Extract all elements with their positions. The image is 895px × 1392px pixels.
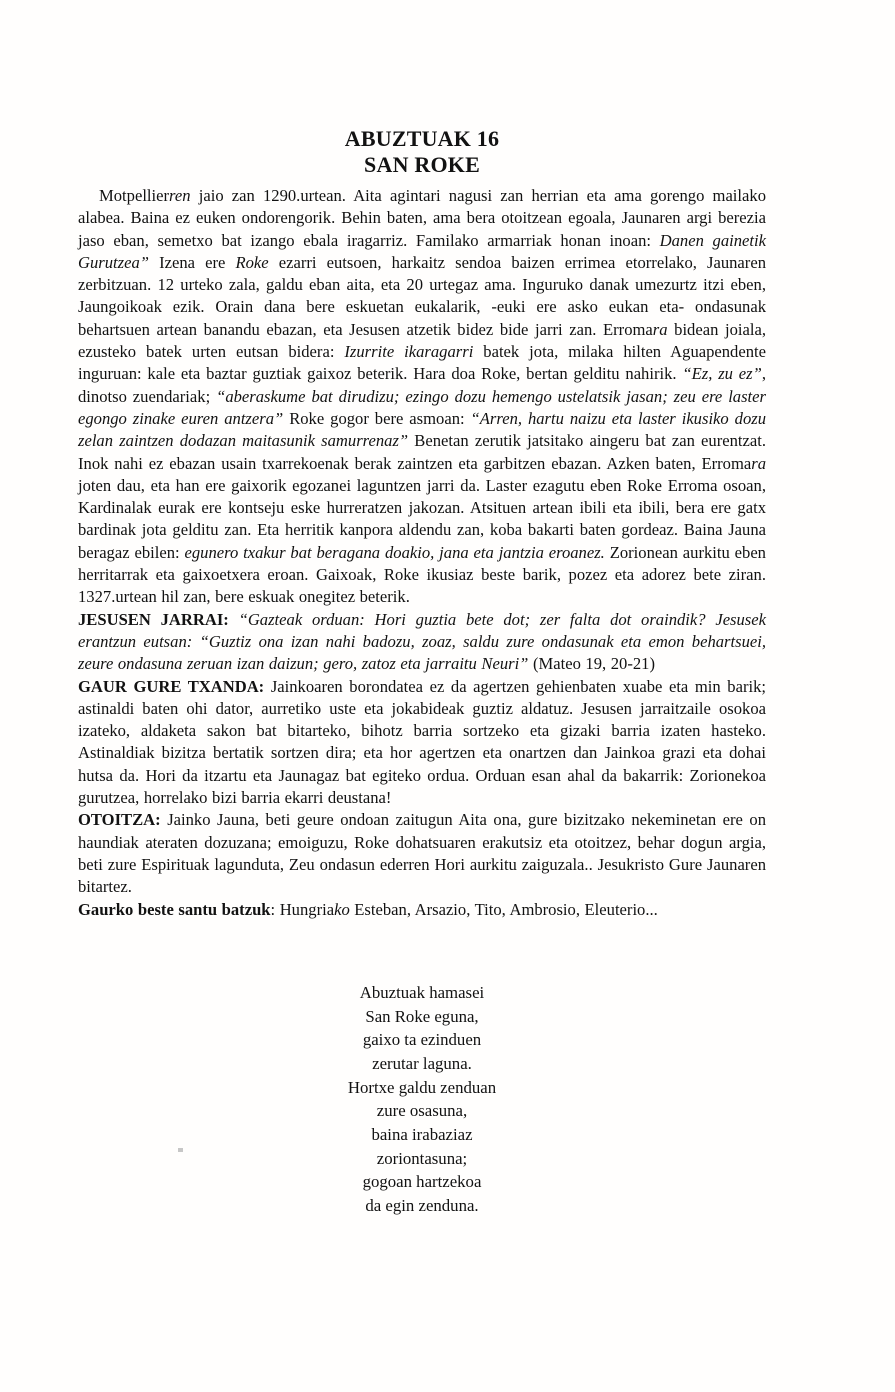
text-segment: Danen gainetik Gurutzea” (78, 230, 766, 272)
poem-line: da egin zenduna. (365, 1196, 479, 1216)
text-segment: bidean joiala, ezusteko batek urten eutsan bidera: (78, 319, 766, 362)
text-segment: OTOITZA: (78, 810, 168, 830)
poem-line: gogoan hartzekoa (362, 1172, 482, 1192)
text-segment: GAUR GURE TXANDA: (78, 676, 271, 696)
poem-line: San Roke eguna, (365, 1006, 479, 1026)
text-block (78, 126, 766, 1218)
text-segment: (Mateo 19, 20-21) (532, 654, 655, 674)
text-segment: ren (169, 186, 191, 205)
paragraph-other-saints (78, 899, 766, 921)
text-segment: “Ez, zu ez” (682, 364, 762, 384)
text-segment: ezarri eutsoen, harkaitz sendoa baizen errimea etorrelako, Jaunaren zerbitzuan. 12 urteko zala, galdu eban aita, eta 20 urtegaz ama. Inguruko danak umezurtz itzi eben, Jaungoikoak ezik. Orain dana bere eskuetan eukalarik, -euki ere asko eukan eta- ondasunak behartsuen artean banandu ebazan, eta Jesusen atzetik bidez bide jarri zan. Erroma (78, 252, 766, 339)
text-segment: joten dau, eta han ere gaixorik egozanei laguntzen jarri da. Laster ezagutu eben Roke Erroma osoan, Kardinalak eurak ere kontseju eske hurreratzen jakozan. Atsituen artean ibili eta ibili, bera ere gatx bardinak jota gelditu zan. Eta herritik kanpora aldendu zan, koba bakarti baten gordeaz. Baina Jauna beragaz ebilen: (78, 475, 766, 562)
body-paragraphs (78, 185, 766, 921)
poem-line: zoriontasuna; (376, 1148, 468, 1168)
text-segment: “aberaskume bat dirudizu; ezingo dozu hemengo ustelatsik jasan; zeu ere laster egongo zinake euren antzera” (78, 386, 766, 428)
text-segment: jaio zan 1290.urtean. Aita agintari nagusi zan herrian eta ama gorengo mailako alabea. Baina ez euken ondorengorik. Behin baten, ama bera otoitzean egoala, Jaunaren argi berezia jaso eban, semetxo bat izango ebala iragarriz. Familako armarriak honan inoan: (78, 186, 766, 250)
text-segment: , dinotso zuendariak; (78, 364, 767, 406)
text-segment: egunero txakur bat beragana doakio, jana eta jantzia eroanez. (184, 542, 605, 562)
text-segment: batek jota, milaka hilten Aguapendente inguruan: kale eta baztar guztiak gaixoz beterik. Hara doa Roke, bertan gelditu nahirik. (78, 342, 766, 384)
text-segment: JESUSEN JARRAI: (78, 609, 239, 629)
text-segment: Esteban, Arsazio, Tito, Ambrosio, Eleuterio... (349, 899, 658, 919)
text-segment: Roke (235, 252, 269, 272)
poem-line: zerutar laguna. (372, 1053, 472, 1073)
text-segment: Roke gogor bere asmoan: (283, 408, 471, 428)
text-segment: Jainko Jauna, beti geure ondoan zaitugun Aita ona, gure bizitzako nekeminetan ere on haundiak ateraten dozuzana; emoiguzu, Roke dohatsuaren erakutsiz eta otoitzez, behar dogun argia, beti zure Espirituak lagunduta, Zeu ondasun ederren Hori aurkitu zaiguzala.. Jesukristo Gure Jaunaren bitartez. (78, 810, 766, 897)
text-segment: Gaurko beste santu batzuk (78, 899, 271, 919)
text-segment: ra (652, 319, 668, 339)
text-segment: ko (334, 899, 350, 919)
poem-line: Hortxe galdu zenduan (347, 1077, 497, 1097)
paragraph-biography (78, 185, 766, 609)
scan-artifact-mark (178, 1148, 183, 1152)
text-segment: Jainkoaren borondatea ez da agertzen gehienbaten xuabe eta min barik; astinaldi baten ohi dator, aurretiko uste eta jokabideak guztiz aldatuz. Jesusen jarraitzaile osokoa izateko, aldaketa sakon bat bitarteko, bihotz barria sortzeko eta gizaki barria izaten hasteko. Astinaldiak bizitza bertatik sortzen dira; eta hor agertzen eta onartzen dan Jainkoa grazi eta dohai hutsa da. Hori da itzartu eta Jaunagaz bat egiteko ordua. Orduan esan ahal da bakarrik: Zorionekoa gurutzea, horrelako bizi barria ekarri deustana! (78, 676, 767, 808)
page-title-date: ABUZTUAK 16 (344, 126, 500, 151)
page-title (78, 126, 766, 178)
text-segment: Motpellier (99, 186, 170, 205)
paragraph-gaur-gure-txanda (78, 676, 766, 810)
paragraph-jesusen-jarrai (78, 609, 766, 676)
text-segment: Zorionean aurkitu eben herritarrak eta gaixoetxera eroan. Gaixoak, Roke ikusiaz beste barik, pozez eta adorez bete ziran. 1327.urtean hil zan, bere eskuak onegitez beterik. (78, 542, 766, 607)
poem-line: Abuztuak hamasei (359, 982, 485, 1002)
text-segment: Benetan zerutik jatsitako aingeru bat zan eurentzat. Inok nahi ez ebazan usain txarrekoenak berak zaintzen eta garbitzen ebazan. Azken baten, Erroma (78, 431, 766, 473)
poem-line: gaixo ta ezinduen (362, 1030, 482, 1050)
page-title-saint: SAN ROKE (364, 152, 480, 177)
text-segment: : Hungria (270, 899, 335, 919)
poem (78, 981, 766, 1218)
poem-line: baina irabaziaz (371, 1125, 473, 1145)
text-segment: ra (751, 453, 766, 473)
text-segment: Izena ere (149, 252, 236, 272)
text-segment: Izurrite ikaragarri (344, 342, 474, 362)
poem-line: zure osasuna, (376, 1101, 468, 1121)
text-segment: “Arren, hartu naizu eta laster ikusiko dozu zelan zaintzen dodazan maitasunik samurrenaz” (78, 408, 766, 451)
paragraph-otoitza (78, 809, 766, 898)
text-segment: “Gazteak orduan: Hori guztia bete dot; zer falta dot oraindik? Jesusek erantzun eutsan: “Guztiz ona izan nahi badozu, zoaz, saldu zure ondasunak eta emon behartsuei, zeure ondasuna zeruan izan daizun; gero, zatoz eta jarraitu Neuri” (78, 609, 766, 674)
